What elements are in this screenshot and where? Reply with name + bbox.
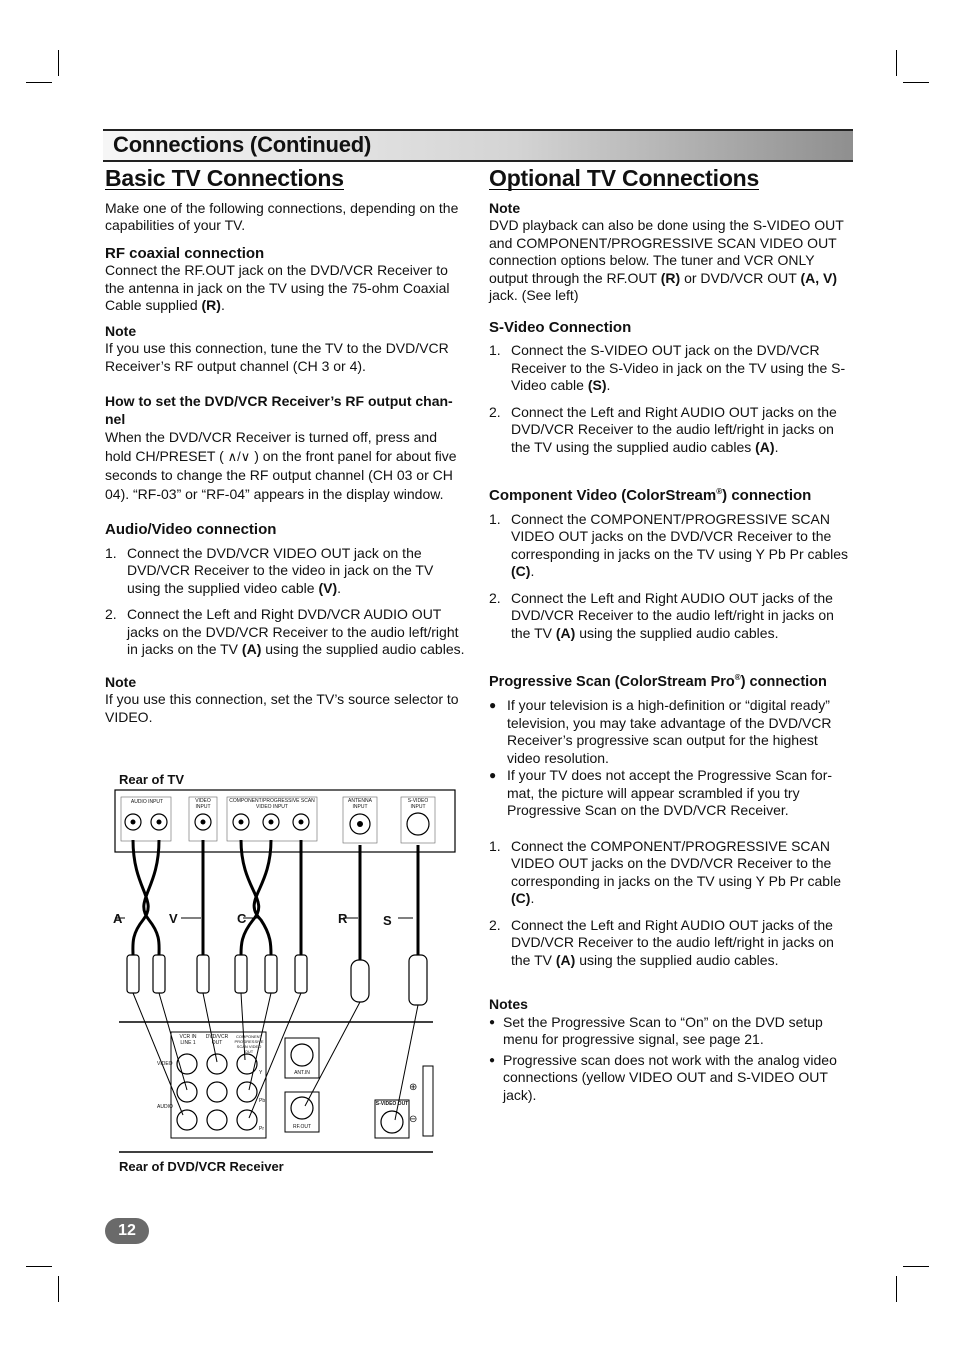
right-column (489, 165, 854, 1107)
crop-mark (58, 1276, 59, 1302)
note-label: Note (105, 322, 137, 339)
bullet-icon: ● (489, 1016, 496, 1028)
list-item: ● Progressive scan does not work with the analog video connections (yellow VIDEO OUT and S-VIDEO OUT jack). (489, 1051, 837, 1103)
bullet-icon: ● (489, 698, 497, 713)
progressive-heading: Progressive Scan (ColorStream Pro®) connection (489, 673, 827, 690)
section-banner (103, 129, 853, 162)
list-item: 2. Connect the Left and Right AUDIO OUT jacks of the DVD/VCR Receiver to the audio left/right in jacks on the TV (A) using the supplied audio cables. (489, 589, 834, 641)
rf-text: Connect the RF.OUT jack on the DVD/VCR Receiver to the antenna in jack on the TV using the 75-ohm Coaxial Cable supplied (R). (105, 262, 450, 313)
crop-mark (896, 1276, 897, 1302)
list-item: 2. Connect the Left and Right DVD/VCR AUDIO OUT jacks on the DVD/VCR Receiver to the audio left/right in jacks on the TV (A) using the supplied audio cables. (105, 606, 465, 657)
minus-icon: ⊖ (409, 1114, 418, 1125)
dvd-vcr-in-label: VCR IN LINE 1 (179, 1034, 197, 1046)
tv-component-label: COMPONENT/PROGRESSIVE SCAN VIDEO INPUT (229, 798, 315, 810)
howto-heading: How to set the DVD/VCR Receiver’s RF output chan-nel (105, 393, 453, 427)
list-item: ● If your television is a high-definition or “digital ready” television, you may take advantage of the DVD/VCR Receiver’s progressive scan output for the highest video resolution. (489, 697, 832, 766)
component-heading: Component Video (ColorStream®) connection (489, 487, 812, 504)
diagram-art (113, 770, 468, 1155)
left-column (105, 165, 467, 726)
up-down-arrows-icon: ∧/∨ (227, 448, 251, 464)
dvd-out-label: DVD/VCR OUT (205, 1034, 229, 1046)
progressive-bullets (489, 697, 854, 820)
note-label: Note (105, 673, 137, 690)
component-steps (489, 511, 854, 643)
note-text: If you use this connection, set the TV’s source selector to VIDEO. (105, 691, 459, 725)
av-steps (105, 545, 467, 659)
optional-tv-heading: Optional TV Connections (489, 165, 760, 191)
crop-mark (26, 82, 52, 83)
tv-video-input-label: VIDEO INPUT (195, 798, 211, 810)
dvd-y-label: Y (259, 1070, 263, 1076)
rear-dvd-label: Rear of DVD/VCR Receiver (119, 1159, 284, 1174)
bullet-icon: ● (489, 1054, 496, 1066)
note-label: Note (489, 199, 521, 216)
tv-antenna-label: ANTENNA INPUT (348, 798, 372, 810)
dvd-component-label: COMPONENT PROGRESSIVE SCAN VIDEO OUT (234, 1034, 264, 1054)
dvd-svideo-out-label: S-VIDEO OUT (375, 1101, 409, 1107)
plus-icon: ⊕ (409, 1082, 418, 1093)
list-item: ● If your TV does not accept the Progressive Scan for-mat, the picture will appear scrambled if you try Progressive Scan on the DVD/VCR Receiver. (489, 767, 833, 819)
note-text: If you use this connection, tune the TV to the DVD/VCR Receiver’s RF output channel (CH 3 or 4). (105, 340, 449, 374)
list-item: 1. Connect the COMPONENT/PROGRESSIVE SCAN VIDEO OUT jacks on the DVD/VCR Receiver to the corresponding in jacks on the TV using Y Pb Pr cables (C). (489, 510, 848, 579)
rear-tv-label: Rear of TV (119, 772, 185, 787)
list-item: 1. Connect the COMPONENT/PROGRESSIVE SCAN VIDEO OUT jacks on the DVD/VCR Receiver to the corresponding in jacks on the TV using Y Pb Pr cable (C). (489, 837, 841, 907)
banner-title: Connections (Continued) (113, 132, 372, 157)
tv-svideo-label: S-VIDEO INPUT (407, 798, 429, 810)
howto-text: When the DVD/VCR Receiver is turned off, press and hold CH/PRESET ( ∧/∨ ) on the front panel for about five seconds to change the RF output channel (CH 03 or CH 04). “RF-03” or “RF-04” appears in the display window. (105, 429, 457, 502)
notes-label: Notes (489, 996, 528, 1013)
page-number: 12 (105, 1218, 149, 1244)
cable-a-label: A (113, 911, 123, 926)
dvd-pb-label: Pb (259, 1098, 266, 1104)
crop-mark (58, 50, 59, 76)
cable-c-label: C (237, 911, 247, 926)
crop-mark (26, 1266, 52, 1267)
rf-heading: RF coaxial connection (105, 244, 265, 262)
notes-list (489, 1014, 854, 1105)
dvd-audio-label: AUDIO (157, 1104, 173, 1110)
connection-diagram (113, 770, 468, 1180)
intro-text: Make one of the following connections, depending on the capabilities of your TV. (105, 199, 459, 233)
crop-mark (903, 82, 929, 83)
bullet-icon: ● (489, 768, 497, 783)
cable-r-label: R (338, 911, 348, 926)
crop-mark (903, 1266, 929, 1267)
av-heading: Audio/Video connection (105, 521, 277, 538)
dvd-rf-out-label: RF.OUT (292, 1124, 312, 1130)
basic-tv-heading: Basic TV Connections (105, 165, 344, 191)
tv-audio-input-label: AUDIO INPUT (130, 799, 164, 805)
list-item: 1. Connect the S-VIDEO OUT jack on the DVD/VCR Receiver to the S-Video in jack on the TV using the S-Video cable (S). (489, 342, 846, 393)
svideo-steps (489, 342, 854, 456)
cable-v-label: V (169, 911, 178, 926)
dvd-video-label: VIDEO (157, 1061, 173, 1067)
progressive-steps (489, 838, 854, 970)
note-text: DVD playback can also be done using the S-VIDEO OUT and COMPONENT/PROGRESSIVE SCAN VIDEO OUT connection options below. The tuner and VCR ONLY output through the RF.OUT (R) or DVD/VCR OUT (A, V) jack. (See left) (489, 217, 844, 303)
list-item: 2. Connect the Left and Right AUDIO OUT jacks on the DVD/VCR Receiver to the audio left/right in jacks on the TV using the supplied audio cables (A). (489, 403, 837, 455)
svideo-heading: S-Video Connection (489, 318, 632, 336)
cable-s-label: S (383, 913, 392, 928)
dvd-pr-label: Pr (259, 1126, 264, 1132)
list-item: ● Set the Progressive Scan to “On” on the DVD setup menu for progressive signal, see page 21. (489, 1013, 823, 1048)
dvd-ant-in-label: ANT.IN (294, 1070, 310, 1076)
list-item: 1. Connect the DVD/VCR VIDEO OUT jack on the DVD/VCR Receiver to the video in jack on the TV using the supplied video cable (V). (105, 544, 434, 596)
crop-mark (896, 50, 897, 76)
list-item: 2. Connect the Left and Right AUDIO OUT jacks of the DVD/VCR Receiver to the audio left/right in jacks on the TV (A) using the supplied audio cables. (489, 916, 834, 968)
